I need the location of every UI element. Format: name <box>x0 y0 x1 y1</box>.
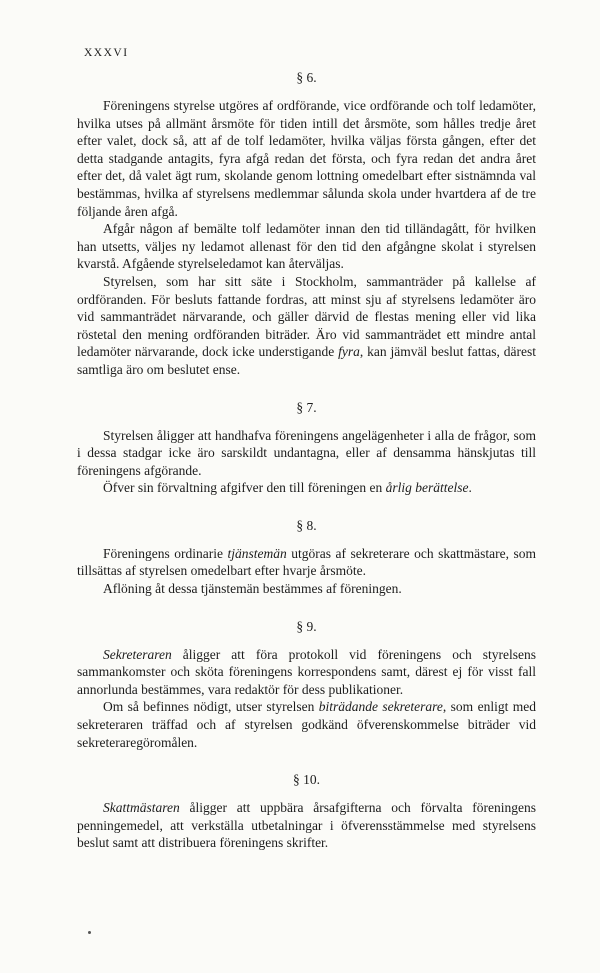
italic-text-run: tjänstemän <box>227 545 287 561</box>
text-run: Aflöning åt dessa tjänstemän bestämmes af föreningen. <box>103 581 402 597</box>
paragraph <box>77 273 536 379</box>
section-heading: § 6. <box>296 70 317 85</box>
section-7 <box>77 400 536 497</box>
text-run: Afgår någon af bemälte tolf ledamöter innan den tid tilländagått, för hvilken han utsetts, väljes ny ledamot allenast för den tid den afgångne skolat i styrelsen kvarstå. Afgående styrelseledamot kan återväljas. <box>77 221 536 272</box>
italic-text-run: biträdande sekreterare <box>318 699 443 715</box>
paragraph <box>77 545 536 580</box>
section-heading: § 8. <box>296 517 317 533</box>
text-run: Föreningens ordinarie <box>103 545 228 561</box>
paragraph <box>77 698 536 751</box>
italic-text-run: Skattmästaren <box>103 800 180 816</box>
text-run: Öfver sin förvaltning afgifver den till föreningen en <box>103 480 386 496</box>
section-8 <box>77 518 536 598</box>
paragraph <box>77 799 536 852</box>
text-run: utgöras af sekreterare och skattmästare, som tillsättas af styrelsen omedelbart efter hvarje årsmöte. <box>77 545 536 579</box>
section-heading: § 10. <box>293 772 320 788</box>
paragraph <box>77 580 536 598</box>
text-run: Styrelsen åligger att handhafva föreningens angelägenheter i alla de frågor, som i dessa stadgar icke äro sarskildt undantagna, eller af densamma hänskjutas till föreningens afgörande. <box>77 427 536 478</box>
italic-text-run: fyra <box>338 344 360 360</box>
page-content <box>77 70 536 852</box>
paragraph <box>77 646 536 699</box>
text-run: åligger att uppbära årsafgifterna och förvalta föreningens penningemedel, att verkställa utbetalningar i öfverensstämmelse med styrelsens beslut samt att distribuera föreningens skrifter. <box>77 800 536 851</box>
section-6 <box>77 70 536 379</box>
text-run: Styrelsen, som har sitt säte i Stockholm, sammanträder på kallelse af ordföranden. För besluts fattande fordras, att minst sju af styrelsens ledamöter äro vid sammanträdet närvarande, och gäller därvid de flestas mening eller vid lika röstetal den mening ordföranden biträder. Äro vid sammanträdet ett mindre antal ledamöter närvarande, dock icke understigande <box>77 273 536 360</box>
paragraph <box>77 97 536 220</box>
paragraph <box>77 479 536 497</box>
text-run: Om så befinnes nödigt, utser styrelsen <box>103 699 319 715</box>
text-run: , som enligt med sekreteraren träffad och af styrelsen godkänd öfverenskommelse biträder vid sekreteraregöromålen. <box>77 699 536 750</box>
section-heading: § 9. <box>296 618 317 634</box>
section-9 <box>77 619 536 752</box>
section-10 <box>77 772 536 852</box>
paragraph <box>77 427 536 480</box>
print-artifact-dot <box>88 931 91 934</box>
paragraph <box>77 220 536 273</box>
text-run: åligger att föra protokoll vid föreningens och styrelsens sammankomster och sköta föreningens korrespondens samt, därest ej för visst fall annorlunda bestämmes, vara redaktör för dess publikationer. <box>77 646 536 697</box>
text-run: Föreningens styrelse utgöres af ordförande, vice ordförande och tolf ledamöter, hvilka utses på allmänt årsmöte för tiden intill det årsmöte, som hålles tredje året efter valet, dock så, att af de tolf ledamöter, hvilka väljas första gången, efter det detta stadgande antagits, fyra afgå redan det första, och fyra redan det andra året efter det, då valet ägt rum, skolande genom lottning omedelbart efter sistnämnda val bestämmas, hvilka af styrelsens medlemmar sålunda skola under hvartdera af de tre följande åren afgå. <box>77 98 536 219</box>
text-run: , kan jämväl beslut fattas, därest samtliga äro om beslutet ense. <box>77 344 536 377</box>
page-number: XXXVI <box>84 47 129 59</box>
text-run: . <box>468 480 472 496</box>
italic-text-run: Sekreteraren <box>103 646 172 662</box>
section-heading: § 7. <box>296 399 317 415</box>
italic-text-run: årlig berättelse <box>385 480 469 496</box>
